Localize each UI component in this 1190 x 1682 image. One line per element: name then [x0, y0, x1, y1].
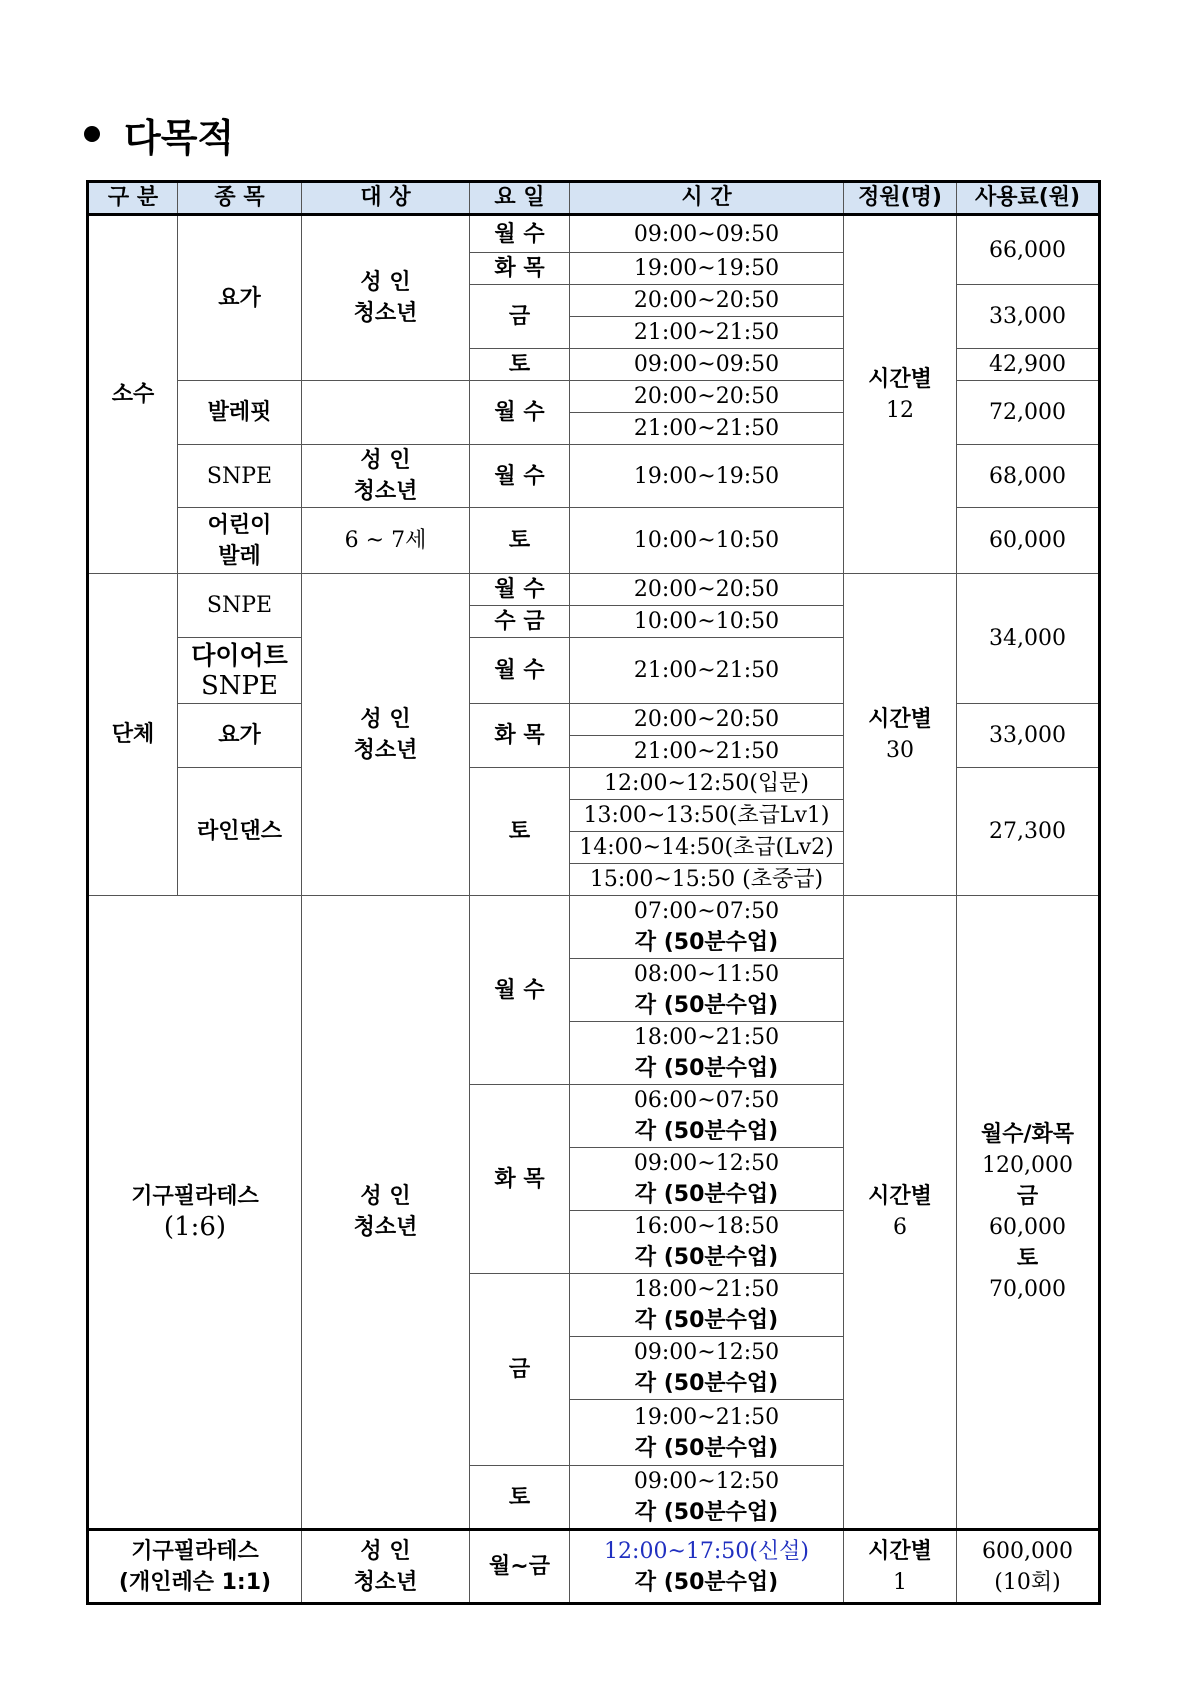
day-cell: 월 수	[470, 445, 570, 508]
program-snpe: SNPE	[178, 574, 302, 638]
day-cell: 금	[470, 1274, 570, 1466]
header-target: 대 상	[302, 182, 470, 215]
day-cell: 월 수	[470, 215, 570, 253]
time-cell: 16:00~18:50 각 (50분수업)	[570, 1211, 844, 1274]
target-cell: 성 인 청소년	[302, 1530, 470, 1604]
time-cell: 12:00~12:50(입문)	[570, 768, 844, 800]
time-cell: 19:00~19:50	[570, 253, 844, 285]
section-title	[84, 104, 234, 164]
header-time: 시 간	[570, 182, 844, 215]
category-sosu: 소수	[88, 215, 178, 574]
time-cell: 12:00~17:50(신설) 각 (50분수업)	[570, 1530, 844, 1604]
fee-cell: 600,000 (10회)	[957, 1530, 1100, 1604]
fee-cell: 42,900	[957, 349, 1100, 381]
target-cell: 성 인 청소년	[302, 445, 470, 508]
table-row	[88, 896, 1100, 959]
fee-cell: 66,000	[957, 215, 1100, 285]
time-cell: 09:00~12:50 각 (50분수업)	[570, 1337, 844, 1400]
time-cell: 09:00~09:50	[570, 349, 844, 381]
time-cell: 10:00~10:50	[570, 606, 844, 638]
day-cell: 토	[470, 768, 570, 896]
time-cell: 08:00~11:50 각 (50분수업)	[570, 959, 844, 1022]
program-diet-snpe: 다이어트 SNPE	[178, 638, 302, 704]
header-program: 종 목	[178, 182, 302, 215]
time-cell: 14:00~14:50(초급(Lv2)	[570, 832, 844, 864]
table-row	[88, 215, 1100, 253]
time-cell: 13:00~13:50(초급Lv1)	[570, 800, 844, 832]
fee-cell: 월수/화목 120,000 금 60,000 토 70,000	[957, 896, 1100, 1530]
header-capacity: 정원(명)	[844, 182, 957, 215]
time-cell: 09:00~09:50	[570, 215, 844, 253]
header-day: 요 일	[470, 182, 570, 215]
fee-cell: 72,000	[957, 381, 1100, 445]
day-cell: 월 수	[470, 574, 570, 606]
time-cell: 07:00~07:50 각 (50분수업)	[570, 896, 844, 959]
time-cell: 18:00~21:50 각 (50분수업)	[570, 1022, 844, 1085]
program-kids-ballet: 어린이 발레	[178, 508, 302, 574]
day-cell: 토	[470, 349, 570, 381]
day-cell: 토	[470, 1466, 570, 1530]
day-cell: 월 수	[470, 896, 570, 1085]
time-cell: 20:00~20:50	[570, 285, 844, 317]
fee-cell: 27,300	[957, 768, 1100, 896]
time-cell: 09:00~12:50 각 (50분수업)	[570, 1466, 844, 1530]
day-cell: 금	[470, 285, 570, 349]
program-line-dance: 라인댄스	[178, 768, 302, 896]
program-pilates-group: 기구필라테스 (1:6)	[88, 896, 302, 1530]
day-cell: 수 금	[470, 606, 570, 638]
bullet-icon	[84, 126, 100, 142]
target-cell: 6 ~ 7세	[302, 508, 470, 574]
day-cell: 월 수	[470, 638, 570, 704]
time-cell: 10:00~10:50	[570, 508, 844, 574]
time-cell: 15:00~15:50 (초중급)	[570, 864, 844, 896]
program-yoga: 요가	[178, 704, 302, 768]
day-cell: 화 목	[470, 704, 570, 768]
time-cell: 20:00~20:50	[570, 381, 844, 413]
time-cell: 09:00~12:50 각 (50분수업)	[570, 1148, 844, 1211]
time-cell: 20:00~20:50	[570, 574, 844, 606]
fee-cell: 33,000	[957, 285, 1100, 349]
day-cell: 월~금	[470, 1530, 570, 1604]
table-row	[88, 1530, 1100, 1604]
program-yoga: 요가	[178, 215, 302, 381]
day-cell: 화 목	[470, 253, 570, 285]
fee-cell: 33,000	[957, 704, 1100, 768]
table-row	[88, 574, 1100, 606]
header-category: 구 분	[88, 182, 178, 215]
time-cell: 21:00~21:50	[570, 317, 844, 349]
target-cell-empty	[302, 381, 470, 445]
header-row	[88, 182, 1100, 215]
time-cell: 21:00~21:50	[570, 638, 844, 704]
day-cell: 월 수	[470, 381, 570, 445]
time-cell: 19:00~19:50	[570, 445, 844, 508]
time-cell: 19:00~21:50 각 (50분수업)	[570, 1400, 844, 1466]
day-cell: 화 목	[470, 1085, 570, 1274]
category-danche: 단체	[88, 574, 178, 896]
program-snpe: SNPE	[178, 445, 302, 508]
capacity-cell: 시간별 6	[844, 896, 957, 1530]
target-cell: 성 인 청소년	[302, 215, 470, 381]
day-cell: 토	[470, 508, 570, 574]
target-cell: 성 인 청소년	[302, 574, 470, 896]
target-cell: 성 인 청소년	[302, 896, 470, 1530]
header-fee: 사용료(원)	[957, 182, 1100, 215]
capacity-cell: 시간별 30	[844, 574, 957, 896]
program-balletfit: 발레핏	[178, 381, 302, 445]
time-cell: 06:00~07:50 각 (50분수업)	[570, 1085, 844, 1148]
time-cell: 18:00~21:50 각 (50분수업)	[570, 1274, 844, 1337]
capacity-cell: 시간별 1	[844, 1530, 957, 1604]
program-pilates-private: 기구필라테스 (개인레슨 1:1)	[88, 1530, 302, 1604]
time-cell: 21:00~21:50	[570, 413, 844, 445]
schedule-table	[86, 180, 1101, 1605]
fee-cell: 34,000	[957, 574, 1100, 704]
capacity-cell: 시간별 12	[844, 215, 957, 574]
fee-cell: 60,000	[957, 508, 1100, 574]
time-cell: 20:00~20:50	[570, 704, 844, 736]
fee-cell: 68,000	[957, 445, 1100, 508]
section-title-text: 다목적	[124, 115, 235, 160]
time-cell: 21:00~21:50	[570, 736, 844, 768]
